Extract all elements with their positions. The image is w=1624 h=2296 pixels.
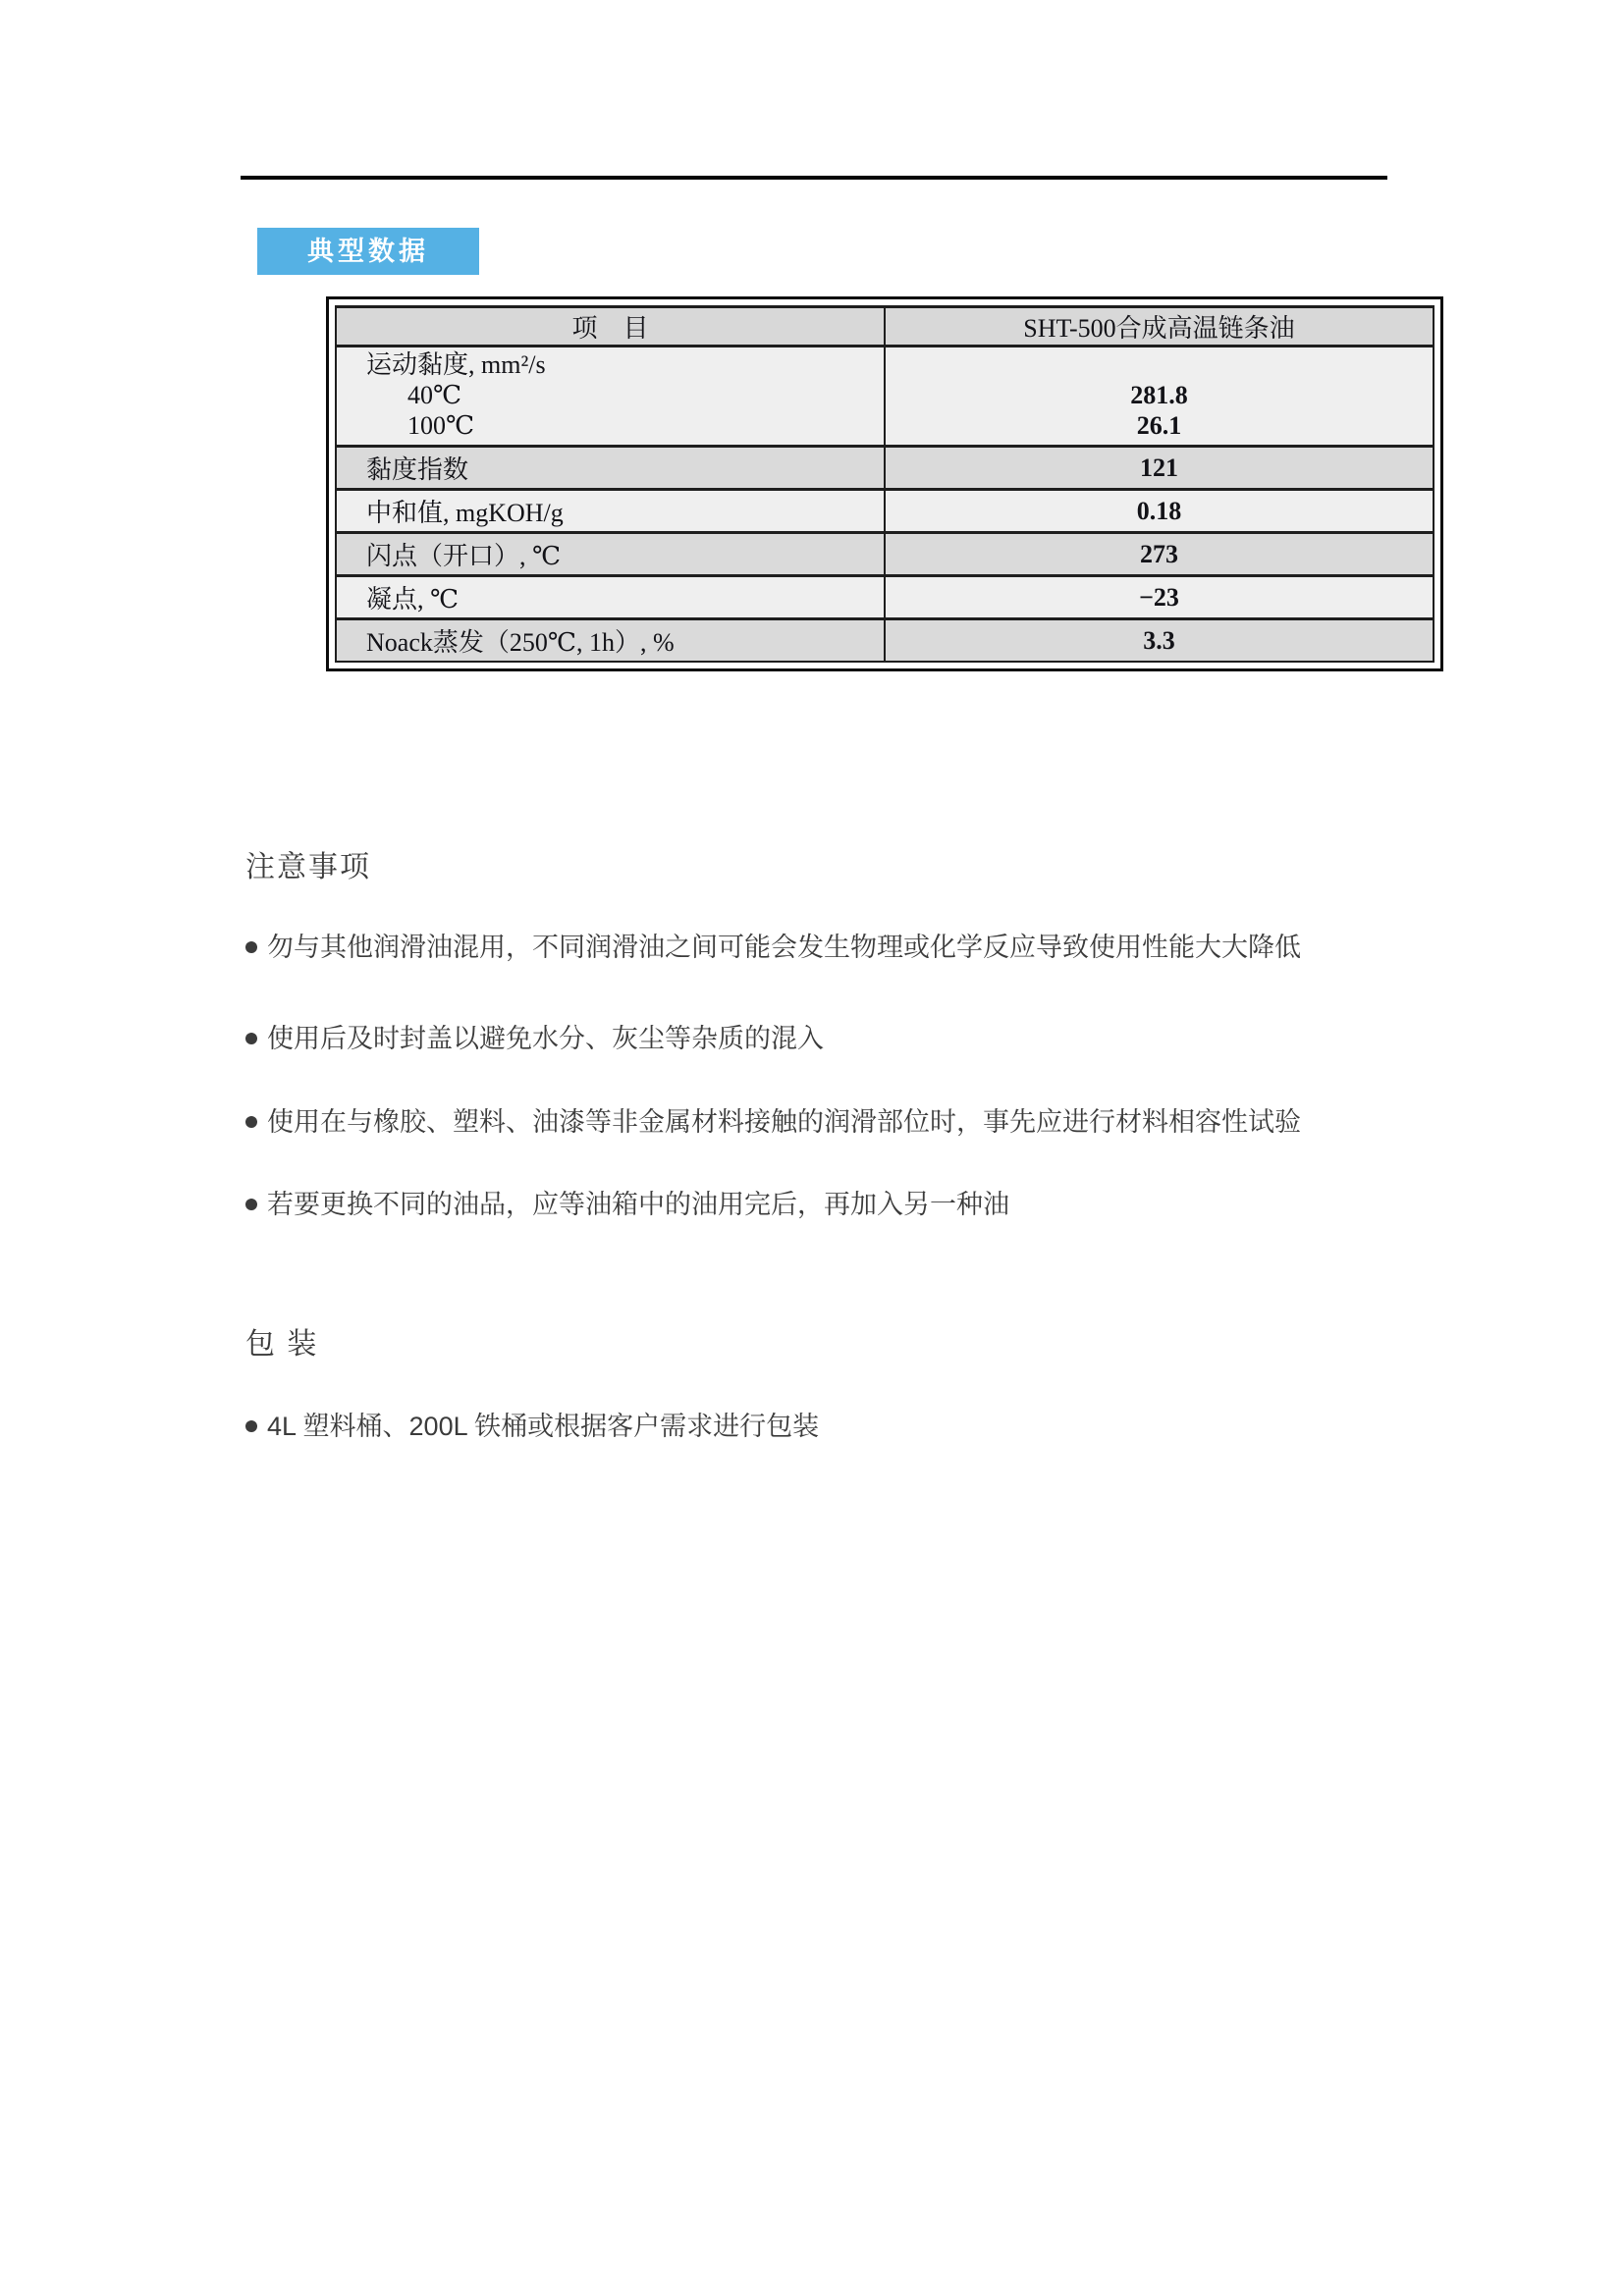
note-text: 勿与其他润滑油混用，不同润滑油之间可能会发生物理或化学反应导致使用性能大大降低 — [267, 933, 1301, 962]
table-header-row — [336, 307, 1434, 347]
viscosity-40c-label: 40℃ — [407, 381, 462, 409]
bullet-dot-icon — [245, 1033, 257, 1044]
table-row-viscosity — [336, 347, 1434, 447]
table-row-viscosity-index — [336, 447, 1434, 490]
bullet-dot-icon — [245, 1116, 257, 1128]
viscosity-100c-value: 26.1 — [1136, 411, 1182, 440]
viscosity-title: 运动黏度, mm²/s — [366, 350, 546, 379]
table-row-pour-point — [336, 576, 1434, 619]
note-text: 使用后及时封盖以避免水分、灰尘等杂质的混入 — [267, 1024, 824, 1053]
note-text: 使用在与橡胶、塑料、油漆等非金属材料接触的润滑部位时，事先应进行材料相容性试验 — [267, 1107, 1301, 1137]
row-value: 3.3 — [885, 619, 1434, 663]
table-row-noack — [336, 619, 1434, 663]
viscosity-value-cell — [885, 347, 1434, 447]
top-divider-rule — [241, 176, 1387, 180]
row-label: 凝点, ℃ — [336, 576, 885, 619]
list-item — [245, 931, 1512, 964]
section-badge-typical-data: 典型数据 — [257, 228, 479, 275]
column-header-item: 项 目 — [336, 307, 885, 347]
note-text: 若要更换不同的油品，应等油箱中的油用完后，再加入另一种油 — [267, 1190, 1009, 1219]
table-row-flash-point — [336, 533, 1434, 576]
row-label: Noack蒸发（250℃, 1h）, % — [336, 619, 885, 663]
row-label: 中和值, mgKOH/g — [336, 490, 885, 533]
bullet-dot-icon — [245, 1199, 257, 1210]
row-label: 闪点（开口）, ℃ — [336, 533, 885, 576]
row-label: 黏度指数 — [336, 447, 885, 490]
packaging-section-title: 包 装 — [245, 1328, 319, 1361]
column-header-product: SHT-500合成高温链条油 — [885, 307, 1434, 347]
bullet-dot-icon — [245, 1420, 257, 1432]
list-item — [245, 1105, 1512, 1139]
row-value: 121 — [885, 447, 1434, 490]
viscosity-100c-label: 100℃ — [407, 411, 475, 440]
list-item — [245, 1410, 1512, 1443]
bullet-dot-icon — [245, 941, 257, 953]
notes-section-title: 注意事项 — [245, 851, 371, 883]
packaging-text: 4L 塑料桶、200L 铁桶或根据客户需求进行包装 — [267, 1412, 820, 1441]
list-item — [245, 1188, 1512, 1221]
typical-data-table-frame — [326, 296, 1443, 671]
typical-data-table — [335, 305, 1435, 663]
viscosity-value-spacer — [886, 349, 1433, 380]
viscosity-40c-value: 281.8 — [1130, 381, 1188, 409]
row-value: 273 — [885, 533, 1434, 576]
row-value: −23 — [885, 576, 1434, 619]
viscosity-label-cell — [336, 347, 885, 447]
row-value: 0.18 — [885, 490, 1434, 533]
list-item — [245, 1022, 1512, 1055]
table-row-neutralization — [336, 490, 1434, 533]
